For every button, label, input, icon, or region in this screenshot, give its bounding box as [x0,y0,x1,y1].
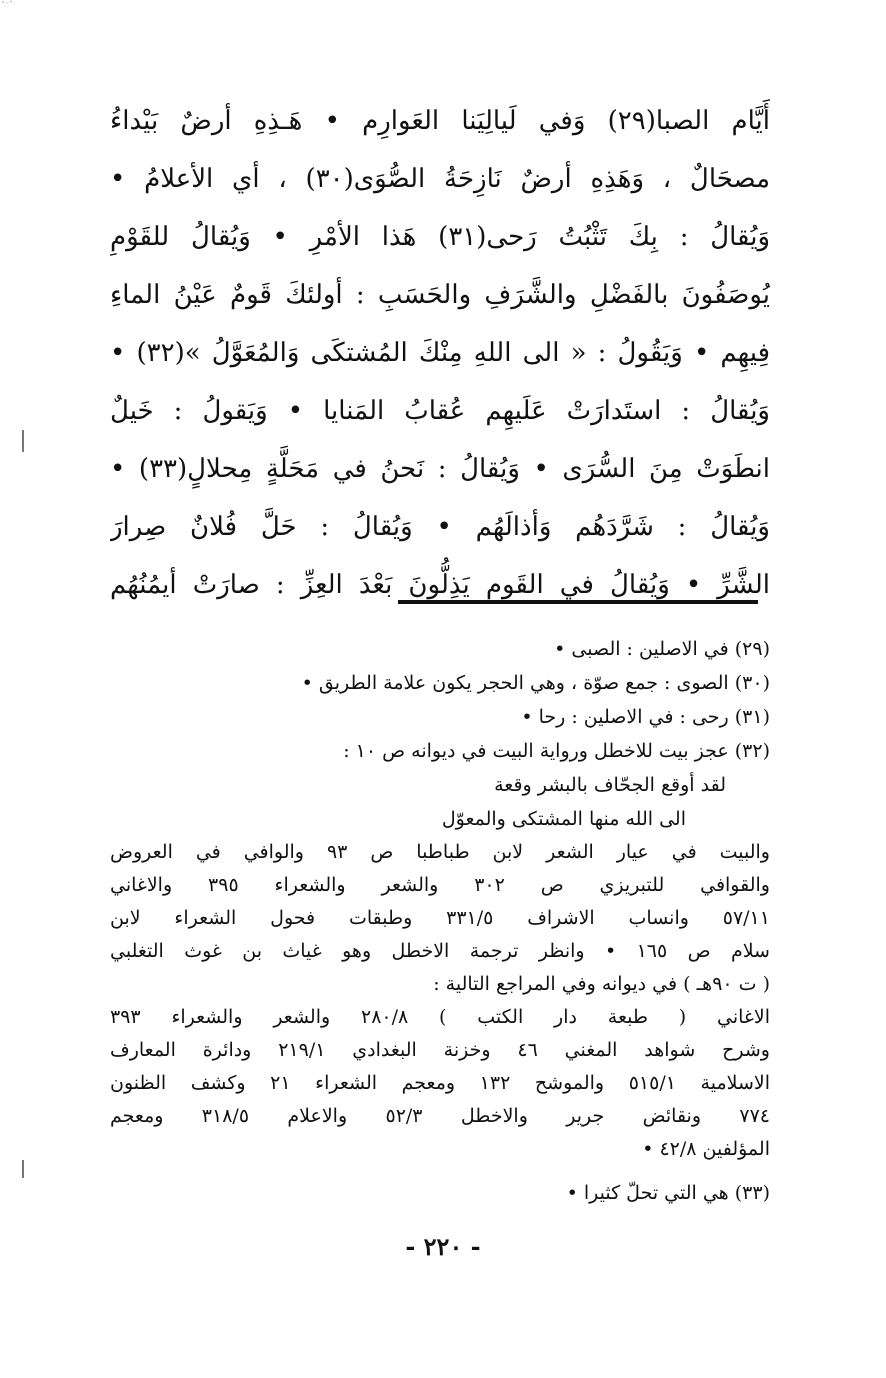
footnote-30: (٣٠) الصوى : جمع صوّة ، وهي الحجر يكون علامة الطريق • [301,672,770,694]
footnote-33: (٣٣) هي التي تحلّ كثيرا • [566,1182,770,1204]
main-text-line: يُوصَفُونَ بالفَضْلِ والشَّرَفِ والحَسَبِ : أولئكَ قَومٌ عَيْنُ الماءِ [110,280,770,310]
scan-edge-mark-bottom [22,1160,24,1178]
main-text-line: الشَّرِّ • وَيُقالُ في القَومِ يَذِلُّونَ بَعْدَ العِزِّ : صارَتْ أيمُنُهُم [110,570,770,600]
footnotes-section [110,632,770,1210]
main-text-line: فِيهِم • وَيَقُولُ : « الى اللهِ مِنْكَ المُشتكَى وَالمُعَوَّلُ »(٣٢) • [110,338,770,368]
footnote-32-body-line: سلام ص ١٦٥ • وانظر ترجمة الاخطل وهو غياث بن غوث التغلبي [110,940,770,962]
main-text-body [110,92,770,614]
main-text-line: وَيُقالُ : بِكَ تَثْبُتُ رَحى(٣١) هَذا الأمْرِ • وَيُقالُ للقَوْمِ [110,222,770,252]
footnote-32-reference-line: ٧٧٤ ونقائض جرير والاخطل ٥٢/٣ والاعلام ٣١٨/٥ ومعجم [110,1105,770,1127]
footnote-gap [110,1166,770,1176]
footnote-29: (٢٩) في الاصلين : الصبى • [554,638,770,660]
main-text-line: مصحَالٌ ، وَهَذِهِ أرضٌ نَازِحَةُ الصُّوَى(٣٠) ، أي الأعلامُ • [110,164,770,194]
scan-edge-mark-top [22,430,24,452]
footnote-32-body-line: ( ت ٩٠هـ ) في ديوانه وفي المراجع التالية : [433,973,770,995]
main-text-line: وَيُقالُ : شَرَّدَهُم وَأذالَهُم • وَيُقالُ : حَلَّ فُلانٌ صِرارَ [110,512,770,542]
footnote-32-reference-line: وشرح شواهد المغني ٤٦ وخزنة البغدادي ٢١٩/١ ودائرة المعارف [110,1039,770,1061]
footnote-32-body-line: والبيت في عيار الشعر لابن طباطبا ص ٩٣ والوافي في العروض [110,841,770,863]
footnote-32-reference-line: الاغاني ( طبعة دار الكتب ) ٢٨٠/٨ والشعر والشعراء ٣٩٣ [110,1006,770,1028]
main-text-line: وَيُقالُ : استَدارَتْ عَلَيهِم عُقابُ المَنايا • وَيَقولُ : خَيلٌ [110,396,770,426]
footnote-32-reference-line: المؤلفين ٤٢/٨ • [642,1138,770,1160]
footnote-32-body-line: ٥٧/١١ وانساب الاشراف ٣٣١/٥ وطبقات فحول الشعراء لابن [110,907,770,929]
verse-second-hemistich: الى الله منها المشتكى والمعوّل [441,808,686,830]
footnote-32-reference-line: الاسلامية ٥١٥/١ والموشح ١٣٢ ومعجم الشعراء ٢١ وكشف الظنون [110,1072,770,1094]
page-number: - ٢٢٠ - [405,1232,481,1261]
footnote-32-body-line: والقوافي للتبريزي ص ٣٠٢ والشعر والشعراء ٣٩٥ والاغاني [110,874,770,896]
main-text-line: انطَوَتْ مِنَ السُّرَى • وَيُقالُ : نَحنُ في مَحَلَّةٍ مِحلالٍ(٣٣) • [110,454,770,484]
footnote-31: (٣١) رحى : في الاصلين : رحا • [521,706,770,728]
scan-speckle [0,0,18,10]
footnote-32-intro: (٣٢) عجز بيت للاخطل ورواية البيت في ديوانه ص ١٠ : [343,740,770,762]
verse-first-hemistich: لقد أوقع الجحّاف بالبشر وقعة [494,774,726,796]
footnote-separator [398,600,758,604]
main-text-line: أَيَّام الصبا(٢٩) وَفي لَيالِيَنا العَوارِم • هَـذِهِ أرضٌ بَيْداءُ [110,106,770,136]
